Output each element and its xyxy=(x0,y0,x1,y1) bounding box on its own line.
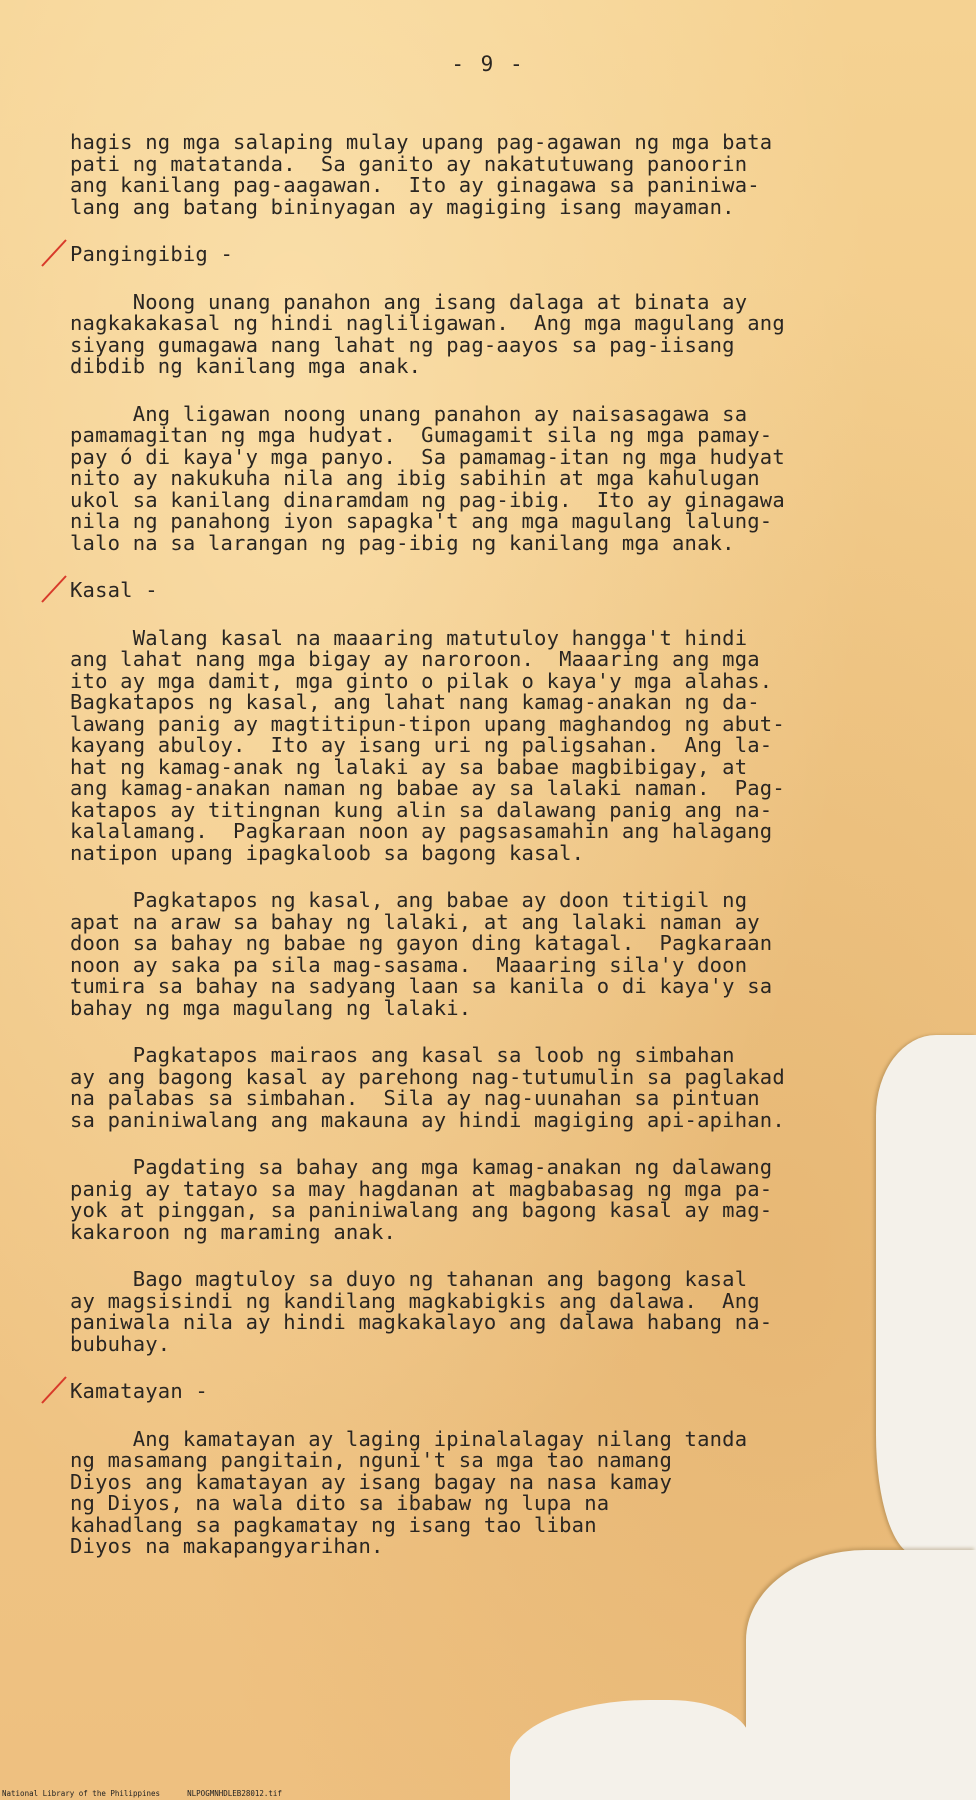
text-line: kalalamang. Pagkaraan noon ay pagsasamahin ang halagang xyxy=(70,819,773,843)
text-line: noon ay saka pa sila mag-sasama. Maaaring sila'y doon xyxy=(70,952,748,977)
text-line: hagis ng mga salaping mulay upang pag-agawan ng mga bata xyxy=(70,130,773,154)
text-line: Pagkatapos mairaos ang kasal sa loob ng simbahan xyxy=(70,1043,735,1067)
text-line: Diyos ang kamatayan ay isang bagay na nasa kamay xyxy=(70,1469,673,1494)
section-heading xyxy=(70,580,910,602)
torn-paper-bottom xyxy=(510,1700,750,1800)
red-check-mark-icon xyxy=(40,574,68,604)
paragraph xyxy=(70,401,910,555)
text-line: kahadlang sa pagkamatay ng isang tao liban xyxy=(70,1512,597,1537)
text-line: nagkakakasal ng hindi nagliligawan. Ang mga magulang ang xyxy=(70,311,785,335)
text-line: Ang ligawan noong unang panahon ay naisasagawa sa xyxy=(70,401,748,426)
text-line: ito ay mga damit, mga ginto o pilak o kaya'y mga alahas. xyxy=(70,668,773,693)
document-body xyxy=(70,132,910,1584)
scan-footer xyxy=(2,1789,282,1798)
text-line: kayang abuloy. Ito ay isang uri ng paligsahan. Ang la- xyxy=(70,733,773,757)
text-line: kakaroon ng maraming anak. xyxy=(70,1219,397,1244)
text-line: natipon upang ipagkaloob sa bagong kasal. xyxy=(70,840,585,865)
text-line: siyang gumagawa nang lahat ng pag-aayos sa pag-iisang xyxy=(70,332,735,357)
text-line: yok at pinggan, sa paniniwalang ang bagong kasal ay mag- xyxy=(70,1198,773,1222)
text-line: na palabas sa simbahan. Sila ay nag-uunahan sa pintuan xyxy=(70,1086,760,1110)
text-line: lawang panig ay magtitipun-tipon upang maghandog ng abut- xyxy=(70,711,785,736)
text-line: apat na araw sa bahay ng lalaki, at ang lalaki naman ay xyxy=(70,909,760,934)
paragraph xyxy=(70,289,910,378)
text-line: dibdib ng kanilang mga anak. xyxy=(70,354,422,378)
text-line: lalo na sa larangan ng pag-ibig ng kanilang mga anak. xyxy=(70,530,735,555)
section-heading-text: Pangingibig - xyxy=(70,242,234,266)
text-line: ukol sa kanilang dinaramdam ng pag-ibig. Ito ay ginagawa xyxy=(70,487,785,512)
text-line: pamamagitan ng mga hudyat. Gumagamit sila ng mga pamay- xyxy=(70,423,773,447)
text-line: pati ng matatanda. Sa ganito ay nakatutuwang panoorin xyxy=(70,151,748,176)
text-line: hat ng kamag-anak ng lalaki ay sa babae magbibigay, at xyxy=(70,754,748,779)
text-line: ang lahat nang mga bigay ay naroroon. Maaaring ang mga xyxy=(70,647,760,671)
text-line: tumira sa bahay na sadyang laan sa kanila o di kaya'y sa xyxy=(70,974,773,998)
paragraph xyxy=(70,890,910,1019)
paragraph xyxy=(70,1269,910,1355)
text-line: Bagkatapos ng kasal, ang lahat nang kamag-anakan ng da- xyxy=(70,690,760,714)
text-line: ng masamang pangitain, nguni't sa mga tao namang xyxy=(70,1448,673,1472)
text-line: Walang kasal na maaaring matutuloy hangga't hindi xyxy=(70,625,748,650)
section-heading xyxy=(70,1381,910,1403)
page-number: - 9 - xyxy=(451,52,525,76)
section-heading xyxy=(70,244,910,266)
text-line: Ang kamatayan ay laging ipinalalagay nilang tanda xyxy=(70,1426,748,1451)
text-line: pay ó di kaya'y mga panyo. Sa pamamag-itan ng mga hudyat xyxy=(70,444,785,469)
footer-source: National Library of the Philippines xyxy=(2,1789,161,1798)
footer-filename: NLPOGMNHDLEB28012.tif xyxy=(187,1789,282,1798)
text-line: nila ng panahong iyon sapagka't ang mga magulang lalung- xyxy=(70,509,773,533)
text-line: nito ay nakukuha nila ang ibig sabihin at mga kahulugan xyxy=(70,466,760,490)
paragraph xyxy=(70,625,910,865)
paragraph xyxy=(70,1045,910,1131)
text-line: bahay ng mga magulang ng lalaki. xyxy=(70,995,472,1020)
text-line: panig ay tatayo sa may hagdanan at magbabasag ng mga pa- xyxy=(70,1176,773,1201)
text-line: Pagkatapos ng kasal, ang babae ay doon titigil ng xyxy=(70,888,748,912)
text-line: katapos ay titingnan kung alin sa dalawang panig ang na- xyxy=(70,797,773,822)
text-line: ay magsisindi ng kandilang magkabigkis ang dalawa. Ang xyxy=(70,1288,760,1313)
section-heading-text: Kasal - xyxy=(70,578,158,602)
torn-paper-corner xyxy=(746,1550,976,1800)
text-line: lang ang batang bininyagan ay magiging isang mayaman. xyxy=(70,194,735,219)
text-line: Diyos na makapangyarihan. xyxy=(70,1534,384,1558)
text-line: Pagdating sa bahay ang mga kamag-anakan ng dalawang xyxy=(70,1155,773,1179)
text-line: Noong unang panahon ang isang dalaga at binata ay xyxy=(70,289,748,314)
text-line: Bago magtuloy sa duyo ng tahanan ang bagong kasal xyxy=(70,1267,748,1291)
paragraph xyxy=(70,132,910,218)
red-check-mark-icon xyxy=(40,238,68,268)
text-line: bubuhay. xyxy=(70,1331,171,1356)
paragraph xyxy=(70,1426,910,1558)
text-line: sa paniniwalang ang makauna ay hindi magiging api-apihan. xyxy=(70,1107,785,1132)
text-line: ng Diyos, na wala dito sa ibabaw ng lupa na xyxy=(70,1491,610,1515)
text-line: paniwala nila ay hindi magkakalayo ang dalawa habang na- xyxy=(70,1310,773,1334)
text-line: doon sa bahay ng babae ng gayon ding katagal. Pagkaraan xyxy=(70,931,773,955)
paragraph xyxy=(70,1157,910,1243)
red-check-mark-icon xyxy=(40,1375,68,1405)
text-line: ang kamag-anakan naman ng babae ay sa lalaki naman. Pag- xyxy=(70,776,785,800)
section-heading-text: Kamatayan - xyxy=(70,1379,208,1403)
text-line: ang kanilang pag-aagawan. Ito ay ginagawa sa paniniwa- xyxy=(70,173,760,197)
text-line: ay ang bagong kasal ay parehong nag-tutumulin sa paglakad xyxy=(70,1064,785,1089)
